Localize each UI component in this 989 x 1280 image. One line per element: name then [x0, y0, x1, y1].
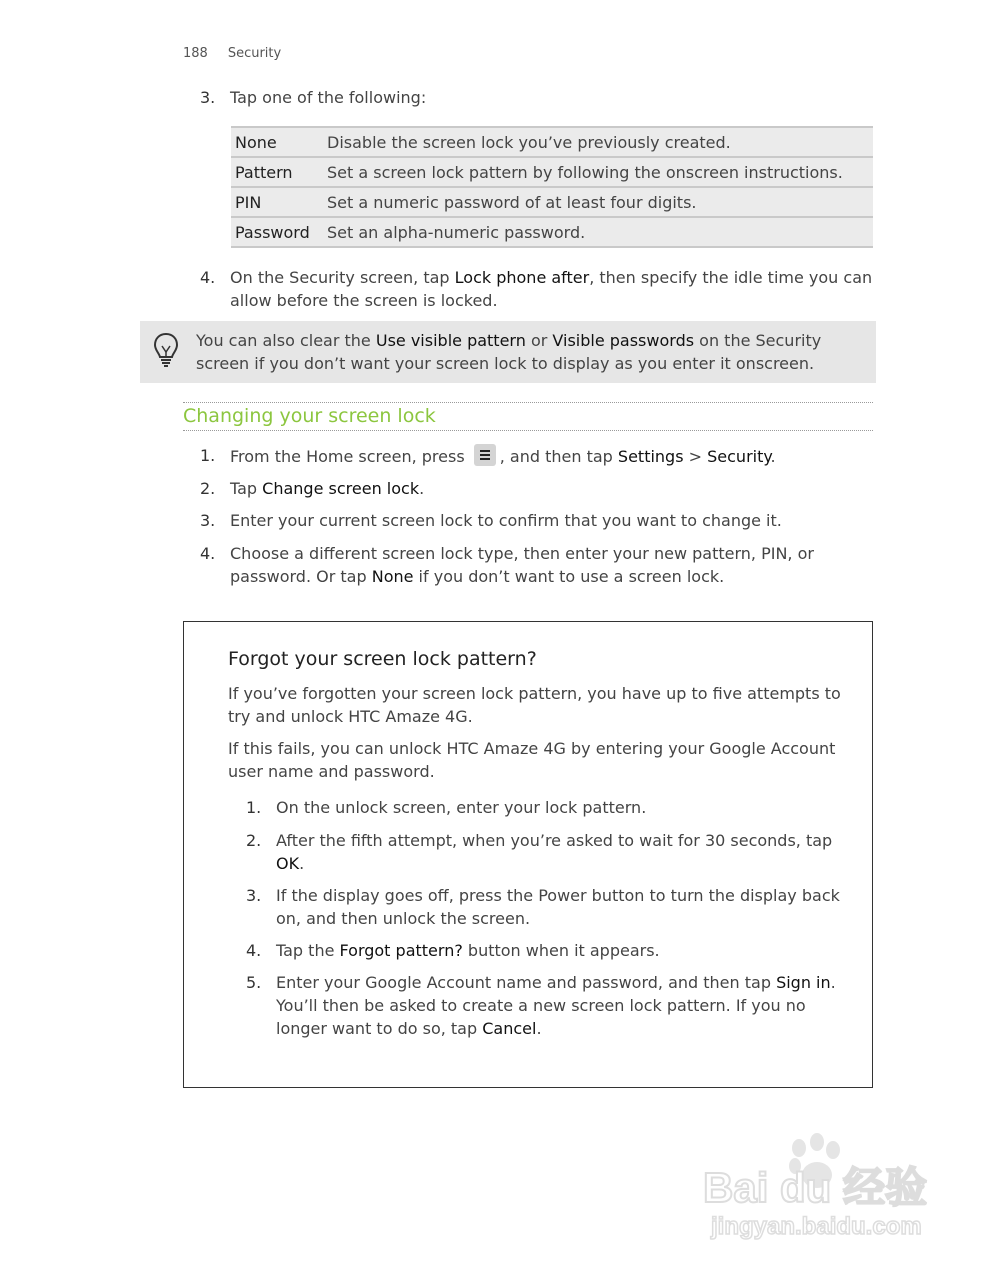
text: . [536, 1019, 542, 1038]
step-text [276, 971, 856, 1040]
option-name: Pattern [231, 157, 323, 187]
text: user name and password. [228, 762, 435, 781]
text: try and unlock HTC Amaze 4G. [228, 707, 473, 726]
text: . [770, 447, 776, 466]
option-name: Password [231, 217, 323, 247]
step-number: 4. [200, 268, 216, 287]
text: On the Security screen, tap [230, 268, 455, 287]
text: Tap [230, 479, 263, 498]
text: , then specify the idle time you can [589, 268, 873, 287]
text: Tap the [276, 941, 340, 960]
text: if you don’t want to use a screen lock. [413, 567, 725, 586]
step-text [276, 939, 660, 962]
text: You can also clear the [196, 331, 376, 350]
step-text: On the unlock screen, enter your lock pattern. [276, 798, 647, 817]
tip-text [196, 329, 866, 375]
option-desc: Disable the screen lock you’ve previously created. [323, 127, 873, 157]
step-text [230, 444, 880, 468]
step-number: 1. [246, 798, 262, 817]
table-row [231, 127, 873, 157]
text: Enter your Google Account name and password, and then tap [276, 973, 777, 992]
box-paragraph [228, 737, 848, 783]
text: > [683, 447, 708, 466]
table-row [231, 157, 873, 187]
box-step-1 [246, 796, 856, 819]
change-step-3 [200, 509, 880, 532]
option-desc: Set a numeric password of at least four digits. [323, 187, 873, 217]
change-step-1 [200, 444, 880, 467]
step-text [230, 477, 424, 500]
box-step-2 [246, 829, 856, 875]
text: allow before the screen is locked. [230, 291, 498, 310]
box-step-3 [246, 884, 856, 930]
step-text: Tap one of the following: [230, 88, 427, 107]
step-4 [200, 266, 880, 312]
text: From the Home screen, press [230, 447, 470, 466]
text: password. Or tap [230, 567, 372, 586]
text: or [525, 331, 553, 350]
menu-icon [474, 444, 496, 466]
ui-term: Change screen lock [262, 479, 420, 498]
lock-options-table [231, 126, 873, 248]
table-row [231, 217, 873, 247]
ui-term: Sign in [776, 973, 831, 992]
box-paragraph [228, 682, 848, 728]
text: If the display goes off, press the Power button to turn the display back [276, 886, 840, 905]
text: button when it appears. [462, 941, 660, 960]
ui-term: Forgot pattern? [339, 941, 463, 960]
baidu-watermark [699, 1130, 929, 1240]
ui-term: OK [276, 854, 300, 873]
header-section: Security [227, 46, 282, 61]
step-number: 2. [200, 479, 216, 498]
ui-term: Lock phone after [454, 268, 590, 287]
text: . [419, 479, 425, 498]
box-step-5 [246, 971, 856, 1040]
box-step-4 [246, 939, 856, 962]
step-number: 1. [200, 446, 216, 465]
ui-term: Use visible pattern [375, 331, 526, 350]
option-name: None [231, 127, 323, 157]
step-number: 5. [246, 973, 262, 992]
text: on the Security [694, 331, 822, 350]
tip-box [140, 321, 876, 383]
change-step-2 [200, 477, 880, 500]
section-divider [183, 430, 873, 431]
ui-term: Security [707, 447, 771, 466]
step-number: 2. [246, 831, 262, 850]
step-text: Enter your current screen lock to confirm that you want to change it. [230, 511, 782, 530]
step-text [276, 829, 856, 875]
table-row [231, 187, 873, 217]
text: If this fails, you can unlock HTC Amaze 4G by entering your Google Account [228, 739, 836, 758]
text: on, and then unlock the screen. [276, 909, 531, 928]
change-step-4 [200, 542, 880, 588]
section-title: Changing your screen lock [183, 405, 436, 427]
ui-term: Cancel [482, 1019, 537, 1038]
section-divider [183, 402, 873, 403]
text: After the fifth attempt, when you’re asked to wait for 30 seconds, tap [276, 831, 833, 850]
option-desc: Set an alpha-numeric password. [323, 217, 873, 247]
watermark-url: jingyan.baidu.com [711, 1213, 922, 1240]
lightbulb-icon [152, 332, 180, 368]
box-title: Forgot your screen lock pattern? [228, 648, 537, 670]
step-number: 3. [200, 511, 216, 530]
page-header [183, 46, 281, 61]
step-text [230, 266, 880, 312]
page-number: 188 [183, 46, 208, 61]
step-number: 3. [200, 88, 216, 107]
text: , and then tap [499, 447, 618, 466]
option-desc: Set a screen lock pattern by following the onscreen instructions. [323, 157, 873, 187]
watermark-brand: Bai du 经验 [703, 1164, 928, 1211]
step-number: 3. [246, 886, 262, 905]
text: longer want to do so, tap [276, 1019, 483, 1038]
text: . [830, 973, 836, 992]
text: . [299, 854, 305, 873]
text: Choose a different screen lock type, then enter your new pattern, PIN, or [230, 544, 814, 563]
ui-term: Visible passwords [552, 331, 695, 350]
option-name: PIN [231, 187, 323, 217]
step-number: 4. [246, 941, 262, 960]
text: You’ll then be asked to create a new screen lock pattern. If you no [276, 996, 806, 1015]
forgot-pattern-box [183, 621, 873, 1088]
ui-term: None [371, 567, 414, 586]
step-number: 4. [200, 544, 216, 563]
step-text [230, 542, 880, 588]
text: If you’ve forgotten your screen lock pattern, you have up to five attempts to [228, 684, 841, 703]
ui-term: Settings [617, 447, 684, 466]
step-3 [200, 86, 880, 109]
step-text [276, 884, 856, 930]
text: screen if you don’t want your screen lock to display as you enter it onscreen. [196, 354, 815, 373]
